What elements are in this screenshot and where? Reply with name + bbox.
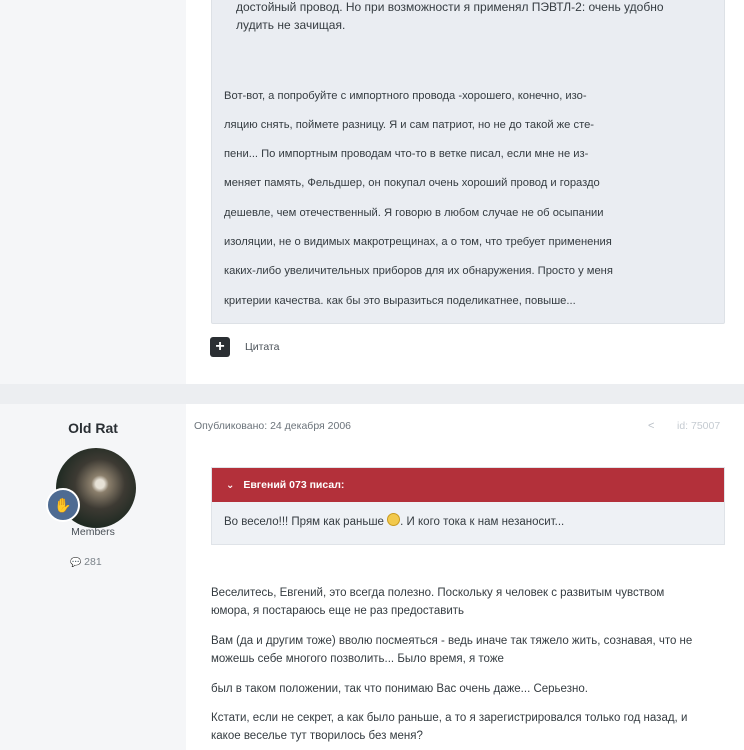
- post-text-line: Веселитесь, Евгений, это всегда полезно. Поскольку я человек с развитым чувством: [211, 587, 665, 599]
- smile-icon: [387, 513, 400, 526]
- quoted-line: лудить не зачищая.: [236, 18, 346, 32]
- share-icon[interactable]: <: [648, 420, 655, 432]
- post: [0, 404, 744, 750]
- post-text-line: какое веселье тут творилось без меня?: [211, 730, 423, 742]
- post-text-line: был в таком положении, так что понимаю Вас очень даже... Серьезно.: [211, 683, 588, 695]
- post-date: Опубликовано: 24 декабря 2006: [194, 420, 352, 432]
- posts-count: [70, 556, 102, 568]
- post-text-line: ляцию снять, поймете разницу. Я и сам патриот, но не до такой же сте-: [224, 119, 595, 131]
- plus-icon: +: [215, 338, 225, 355]
- quote-block: [211, 467, 725, 545]
- hand-badge-icon: ✋: [46, 488, 80, 522]
- quoted-line: достойный провод. Но при возможности я применял ПЭВТЛ-2: очень удобно: [236, 0, 664, 14]
- post-text-line: дешевле, чем отечественный. Я говорю в любом случае не об осыпании: [224, 207, 604, 219]
- post-text-line: Вот-вот, а попробуйте с импортного провода -хорошего, конечно, изо-: [224, 90, 587, 102]
- post-text-line: пени... По импортным проводам что-то в ветке писал, если мне не из-: [224, 148, 589, 160]
- quote-text-start: Во весело!!! Прям как раньше: [224, 516, 384, 528]
- post-text-line: каких-либо увеличительных приборов для их обнаружения. Просто у меня: [224, 265, 613, 277]
- quote-author: Евгений 073 писал:: [243, 479, 345, 491]
- post-text-line: юмора, я постараюсь еще не раз предоставить: [211, 605, 464, 617]
- chevron-down-icon: ⌄: [226, 480, 235, 491]
- author-name[interactable]: Old Rat: [68, 420, 118, 436]
- post-text-line: критерии качества. как бы это выразиться поделикатнее, повыше...: [224, 295, 576, 307]
- quote-header[interactable]: [212, 468, 724, 502]
- post-text-line: можешь себе многого позволить... Было время, я тоже: [211, 653, 504, 665]
- member-group: Members: [71, 526, 115, 538]
- quote-text: [212, 502, 724, 539]
- multiquote-plus-button[interactable]: [210, 337, 230, 357]
- post-text-line: меняет память, Фельдшер, он покупал очень хороший провод и гораздо: [224, 177, 600, 189]
- quote-button[interactable]: Цитата: [245, 341, 280, 353]
- comment-icon: 💬: [70, 557, 82, 567]
- post-text-line: Вам (да и другим тоже) вволю посмеяться - ведь иначе так тяжело жить, сознавая, что не: [211, 635, 693, 647]
- post-separator: [0, 384, 744, 404]
- post-id[interactable]: id: 75007: [677, 420, 721, 432]
- post-text-line: Кстати, если не секрет, а как было раньше, а то я зарегистрировался только год назад, и: [211, 712, 688, 724]
- posts-count-value: 281: [84, 556, 102, 568]
- quote-text-end: . И кого тока к нам незаносит...: [400, 516, 565, 528]
- post-sidebar: [0, 0, 186, 384]
- post-text-line: изоляции, не о видимых макротрещинах, а о том, что требует применения: [224, 236, 612, 248]
